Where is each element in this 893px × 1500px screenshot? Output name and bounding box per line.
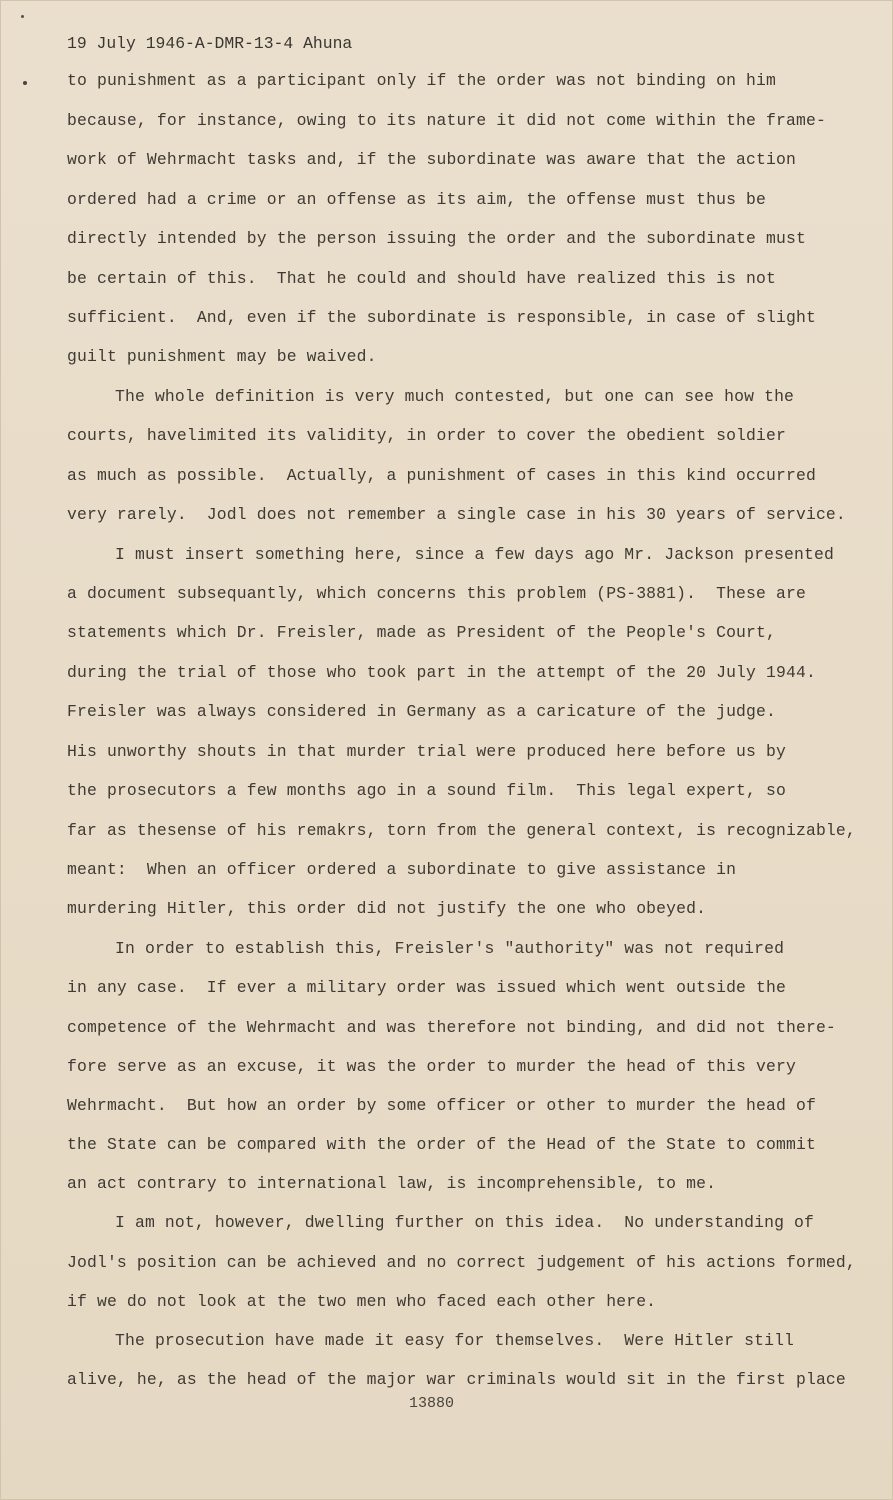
text-line: if we do not look at the two men who faced each other here. xyxy=(67,1292,657,1311)
text-line: statements which Dr. Freisler, made as President of the People's Court, xyxy=(67,623,777,642)
text-line: in any case. If ever a military order was issued which went outside the xyxy=(67,978,786,997)
text-line: an act contrary to international law, is incomprehensible, to me. xyxy=(67,1174,717,1193)
text-line: to punishment as a participant only if the order was not binding on him xyxy=(67,71,777,90)
text-line: The whole definition is very much contested, but one can see how the xyxy=(115,387,795,406)
text-line: guilt punishment may be waived. xyxy=(67,347,377,366)
text-line: far as thesense of his remakrs, torn from the general context, is recognizable, xyxy=(67,821,856,840)
text-line: work of Wehrmacht tasks and, if the subordinate was aware that the action xyxy=(67,150,796,169)
text-line: sufficient. And, even if the subordinate is responsible, in case of slight xyxy=(67,308,816,327)
text-line: courts, havelimited its validity, in order to cover the obedient soldier xyxy=(67,426,786,445)
text-line: I am not, however, dwelling further on this idea. No understanding of xyxy=(115,1213,815,1232)
text-line: alive, he, as the head of the major war criminals would sit in the first place xyxy=(67,1370,846,1389)
document-header: 19 July 1946-A-DMR-13-4 Ahuna xyxy=(67,34,353,53)
text-line: The prosecution have made it easy for themselves. Were Hitler still xyxy=(115,1331,795,1350)
text-line: very rarely. Jodl does not remember a single case in his 30 years of service. xyxy=(67,505,846,524)
page-number: 13880 xyxy=(409,1395,455,1412)
text-line: meant: When an officer ordered a subordinate to give assistance in xyxy=(67,860,737,879)
text-line: murdering Hitler, this order did not justify the one who obeyed. xyxy=(67,899,707,918)
text-line: be certain of this. That he could and should have realized this is not xyxy=(67,269,777,288)
text-line: ordered had a crime or an offense as its aim, the offense must thus be xyxy=(67,190,767,209)
text-line: directly intended by the person issuing the order and the subordinate must xyxy=(67,229,806,248)
text-line: Freisler was always considered in Germany as a caricature of the judge. xyxy=(67,702,777,721)
text-line: because, for instance, owing to its nature it did not come within the frame- xyxy=(67,111,826,130)
text-line: His unworthy shouts in that murder trial were produced here before us by xyxy=(67,742,786,761)
text-line: In order to establish this, Freisler's "authority" was not required xyxy=(115,939,785,958)
paper-speck xyxy=(21,15,24,18)
text-line: I must insert something here, since a few days ago Mr. Jackson presented xyxy=(115,545,834,564)
text-line: during the trial of those who took part in the attempt of the 20 July 1944. xyxy=(67,663,816,682)
text-line: Jodl's position can be achieved and no correct judgement of his actions formed, xyxy=(67,1253,856,1272)
text-line: Wehrmacht. But how an order by some officer or other to murder the head of xyxy=(67,1096,816,1115)
text-line: as much as possible. Actually, a punishment of cases in this kind occurred xyxy=(67,466,816,485)
text-line: the prosecutors a few months ago in a sound film. This legal expert, so xyxy=(67,781,786,800)
text-line: competence of the Wehrmacht and was therefore not binding, and did not there- xyxy=(67,1018,836,1037)
margin-dot xyxy=(23,81,27,85)
text-line: fore serve as an excuse, it was the order to murder the head of this very xyxy=(67,1057,796,1076)
text-line: a document subsequantly, which concerns this problem (PS-3881). These are xyxy=(67,584,806,603)
text-line: the State can be compared with the order of the Head of the State to commit xyxy=(67,1135,816,1154)
